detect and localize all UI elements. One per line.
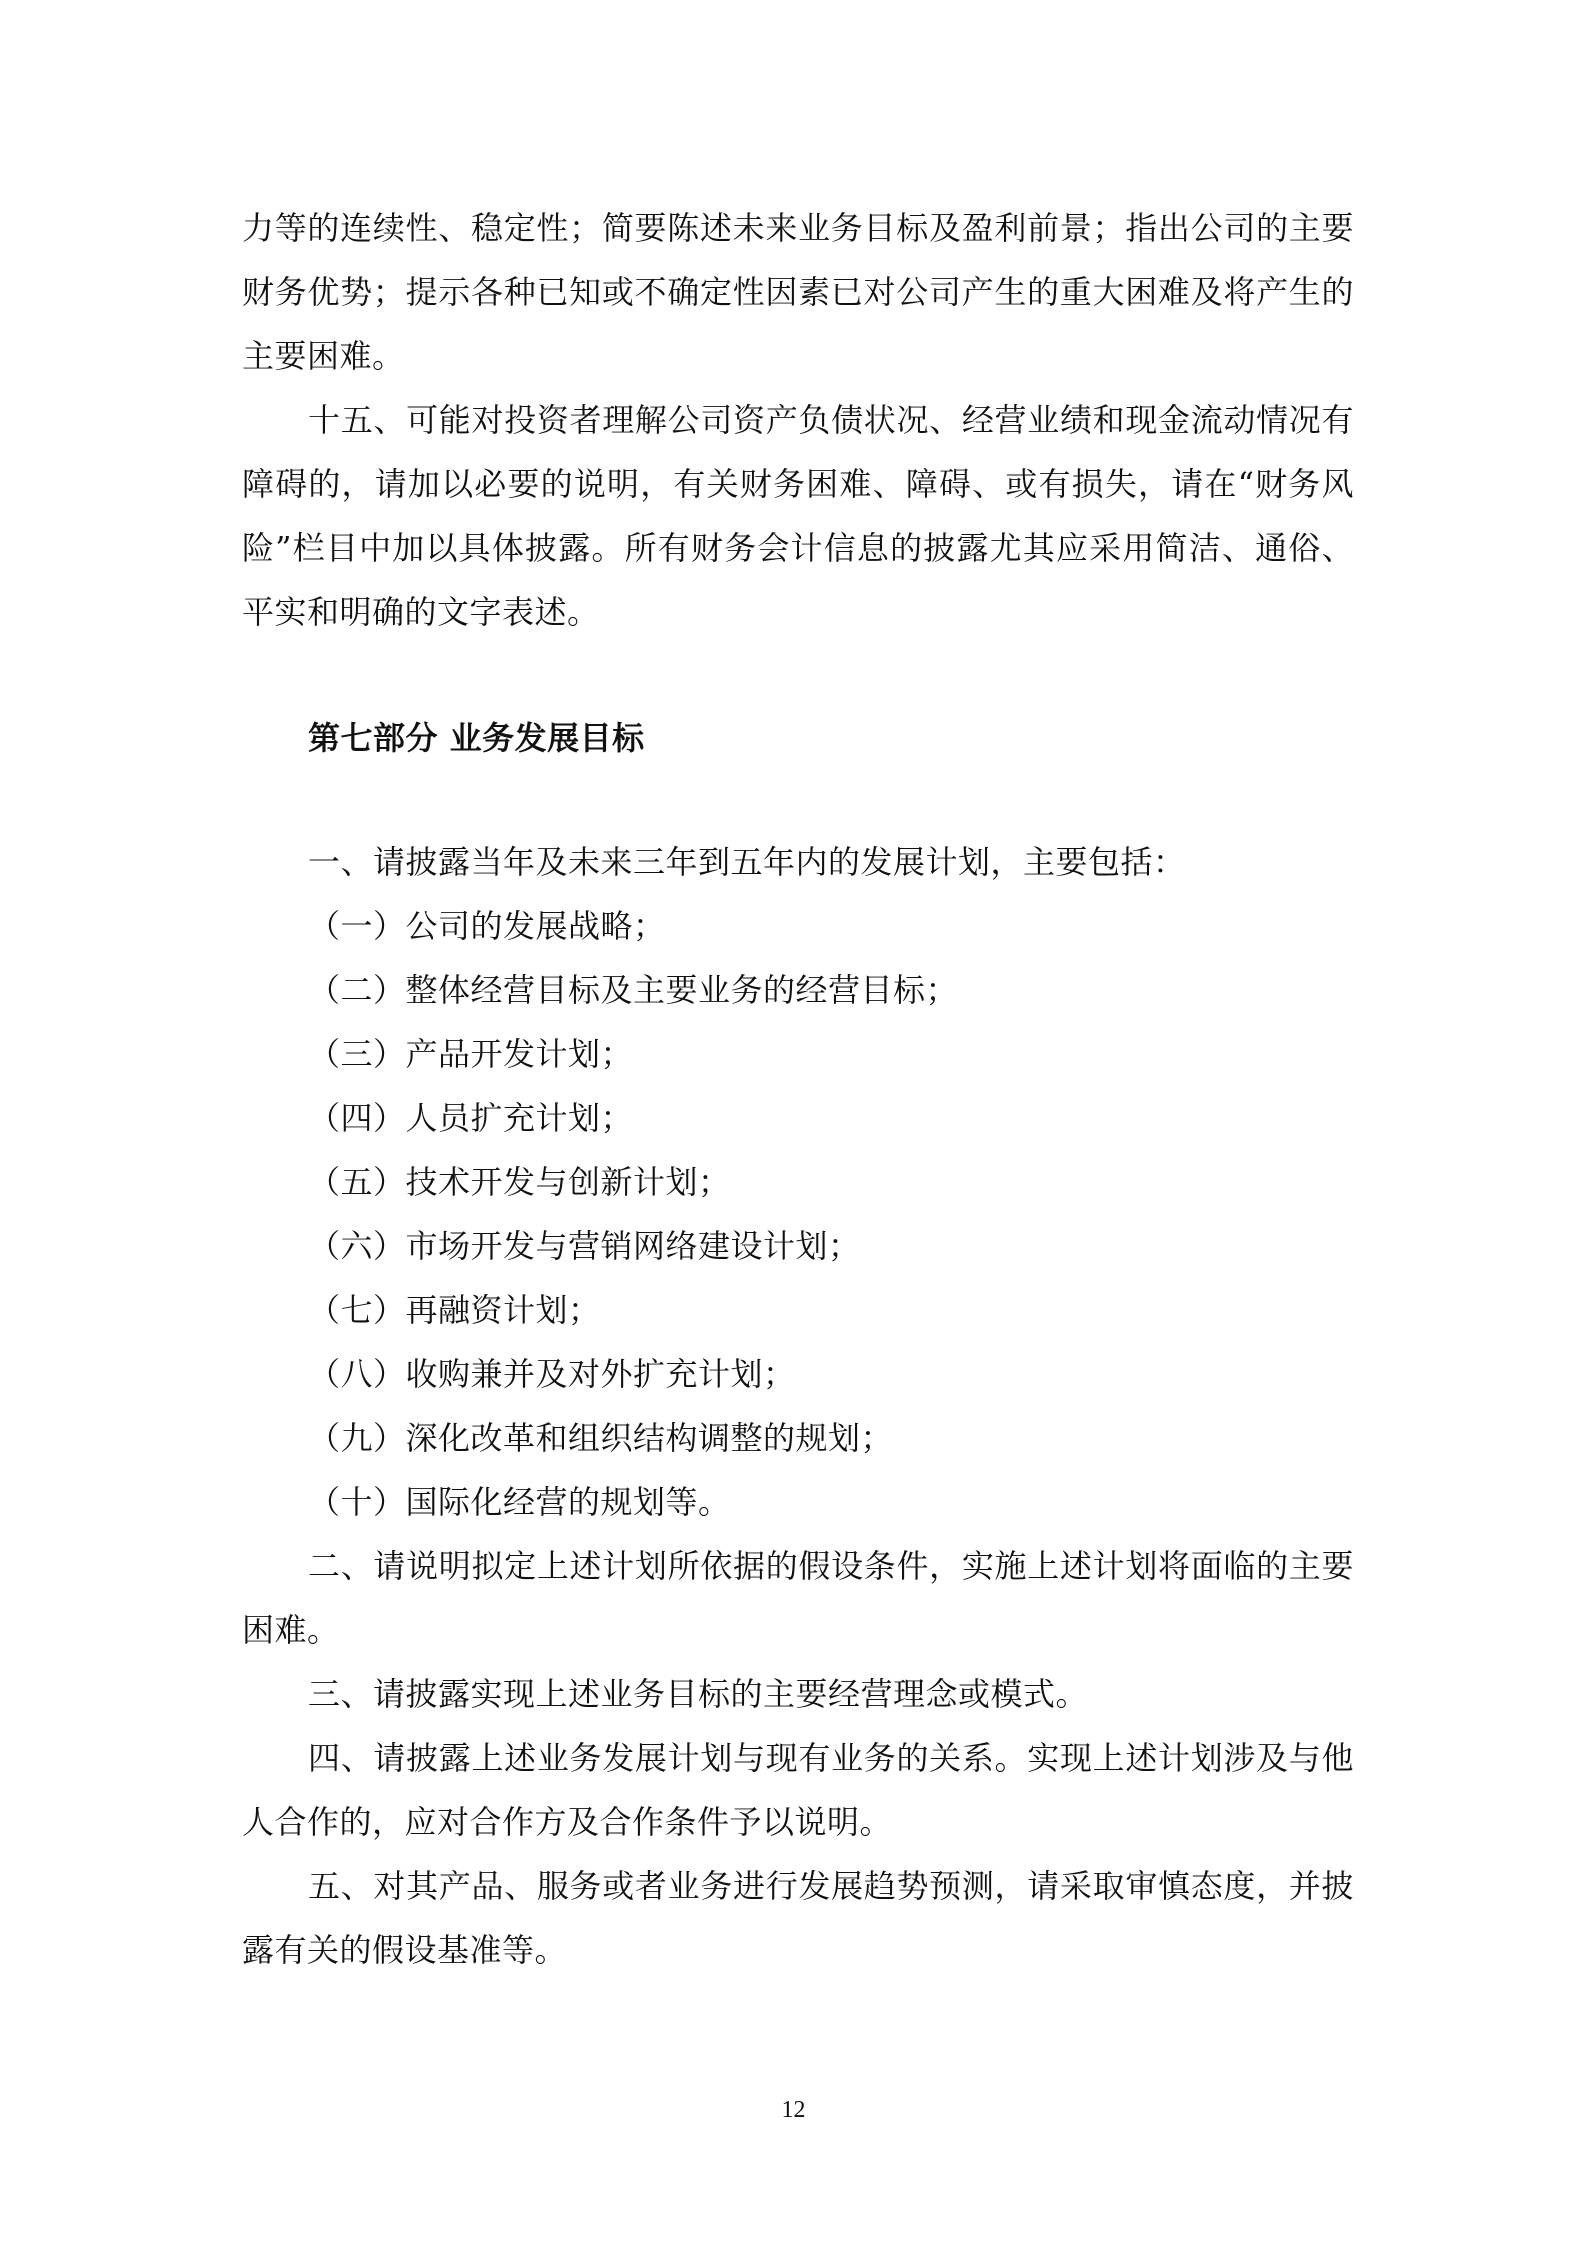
list-item: （九）深化改革和组织结构调整的规划； bbox=[308, 1419, 894, 1457]
list-item: （七）再融资计划； bbox=[308, 1291, 601, 1329]
page-content bbox=[242, 196, 1354, 1982]
paragraph-item-two: 二、请说明拟定上述计划所依据的假设条件，实施上述计划将面临的主要困难。 bbox=[242, 1547, 1354, 1649]
paragraph-item-three: 三、请披露实现上述业务目标的主要经营理念或模式。 bbox=[308, 1675, 1089, 1713]
page-number: 12 bbox=[781, 2097, 806, 2123]
list-item: （八）收购兼并及对外扩充计划； bbox=[308, 1355, 796, 1393]
paragraph-intro: 一、请披露当年及未来三年到五年内的发展计划，主要包括： bbox=[308, 843, 1186, 881]
list-item: （五）技术开发与创新计划； bbox=[308, 1163, 731, 1201]
list-item: （六）市场开发与营销网络建设计划； bbox=[308, 1227, 861, 1265]
paragraph-item-five: 五、对其产品、服务或者业务进行发展趋势预测，请采取审慎态度，并披露有关的假设基准等。 bbox=[242, 1867, 1354, 1969]
section-heading: 第七部分 业务发展目标 bbox=[308, 719, 645, 757]
list-item: （一）公司的发展战略； bbox=[308, 907, 666, 945]
list-item: （三）产品开发计划； bbox=[308, 1035, 634, 1073]
list-item: （四）人员扩充计划； bbox=[308, 1099, 634, 1137]
paragraph-item-four: 四、请披露上述业务发展计划与现有业务的关系。实现上述计划涉及与他人合作的，应对合作方及合作条件予以说明。 bbox=[242, 1739, 1354, 1841]
list-item: （十）国际化经营的规划等。 bbox=[308, 1483, 731, 1521]
paragraph-item-fifteen: 十五、可能对投资者理解公司资产负债状况、经营业绩和现金流动情况有障碍的，请加以必要的说明，有关财务困难、障碍、或有损失，请在“财务风险”栏目中加以具体披露。所有财务会计信息的披露尤其应采用简洁、通俗、平实和明确的文字表述。 bbox=[242, 401, 1354, 631]
paragraph-continuation: 力等的连续性、稳定性；简要陈述未来业务目标及盈利前景；指出公司的主要财务优势；提示各种已知或不确定性因素已对公司产生的重大困难及将产生的主要困难。 bbox=[242, 209, 1354, 375]
list-item: （二）整体经营目标及主要业务的经营目标； bbox=[308, 971, 959, 1009]
